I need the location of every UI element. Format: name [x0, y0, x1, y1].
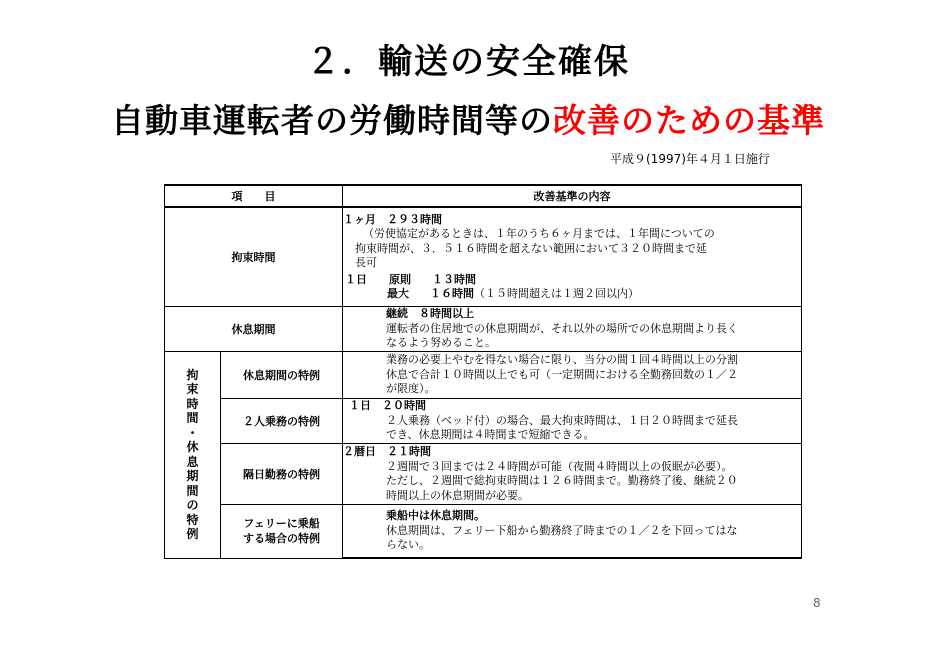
- group-label-char: 期: [186, 469, 199, 484]
- row-label-futari: ２人乗務の特例: [221, 399, 343, 444]
- ferry-label-line-1: フェリーに乗船: [243, 517, 320, 531]
- kyusoku-continuous: 継続 ８時間以上: [386, 307, 474, 321]
- group-label-tokurei: [165, 352, 221, 559]
- table-row: [165, 444, 802, 505]
- header-content: 改善基準の内容: [343, 185, 802, 207]
- group-label-char: 例: [186, 527, 199, 542]
- tokurei-line-2: 休息で合計１０時間以上でも可（一定期間における全勤務回数の１／２: [386, 367, 738, 381]
- standards-table: [164, 184, 802, 559]
- kakujitsu-line-2: ２週間で３回までは２４時間が可能（夜間４時間以上の仮眠が必要）。: [386, 459, 733, 473]
- row-content-kousoku: [343, 207, 802, 307]
- kousoku-month-limit: １ヶ月 ２９３時間: [343, 212, 442, 226]
- group-label-char: 時: [186, 396, 199, 411]
- ferry-line-3: らない。: [386, 538, 430, 552]
- ferry-line-1: 乗船中は休息期間。: [386, 509, 485, 523]
- subtitle-red: 改善のための基準: [553, 101, 825, 140]
- group-label-char: 息: [186, 454, 199, 469]
- kyusoku-note-2: なるよう努めること。: [386, 336, 496, 350]
- table-row: [165, 207, 802, 307]
- table-row: [165, 352, 802, 399]
- page-number: 8: [813, 596, 821, 610]
- kousoku-note-1: （労使協定があるときは、１年のうち６ヶ月までは、１年間についての: [363, 227, 715, 240]
- effective-date: 平成９(1997)年４月１日施行: [610, 152, 770, 166]
- page-subtitle: [0, 103, 936, 139]
- tokurei-line-1: 業務の必要上やむを得ない場合に限り、当分の間１回４時間以上の分割: [386, 353, 738, 367]
- row-content-kakujitsu: [343, 444, 802, 505]
- group-label-char: ・: [186, 425, 199, 440]
- kakujitsu-line-4: 時間以上の休息期間が必要。: [386, 488, 529, 502]
- group-label-char: 休: [186, 440, 199, 455]
- row-label-kousoku: 拘束時間: [165, 207, 343, 307]
- row-label-tokurei: 休息期間の特例: [221, 352, 343, 399]
- ferry-label-line-2: する場合の特例: [243, 532, 320, 546]
- row-content-ferry: [343, 505, 802, 559]
- row-content-tokurei: [343, 352, 802, 399]
- row-content-kyusoku: [343, 307, 802, 352]
- kousoku-day-max: 最大 １６時間（１５時間超えは１週２回以内）: [387, 287, 639, 300]
- group-label-char: 間: [186, 483, 199, 498]
- page-title: ２．輸送の安全確保: [306, 42, 630, 82]
- table-row: [165, 307, 802, 352]
- kakujitsu-line-1: ２暦日 ２１時間: [343, 445, 431, 458]
- kakujitsu-line-3: ただし、２週間で総拘束時間は１２６時間まで。勤務終了後、継続２０: [386, 474, 738, 487]
- row-label-ferry: [221, 505, 343, 559]
- group-label-char: 特: [186, 512, 199, 527]
- kousoku-note-2: 拘束時間が、３．５１６時間を超えない範囲において３２０時間まで延: [355, 241, 707, 255]
- group-label-char: 拘: [186, 367, 199, 382]
- futari-line-3: でき、休息期間は４時間まで短縮できる。: [386, 428, 595, 442]
- subtitle-black: 自動車運転者の労働時間等の: [111, 101, 553, 140]
- table-header-row: [165, 185, 802, 207]
- futari-line-1: １日 ２０時間: [349, 399, 426, 413]
- kyusoku-note-1: 運転者の住居地での休息期間が、それ以外の場所での休息期間より長く: [386, 321, 738, 335]
- ferry-line-2: 休息期間は、フェリー下船から勤務終了時までの１／２を下回ってはな: [386, 523, 738, 537]
- kousoku-note-3: 長可: [355, 256, 377, 269]
- row-label-kakujitsu: 隔日勤務の特例: [221, 444, 343, 505]
- kousoku-day-gensoku: １日 原則 １３時間: [345, 272, 476, 286]
- group-label-char: の: [186, 498, 199, 513]
- row-label-kyusoku: 休息期間: [165, 307, 343, 352]
- futari-line-2: ２人乗務（ベッド付）の場合、最大拘束時間は、１日２０時間まで延長: [386, 413, 738, 427]
- header-item: 項 目: [165, 185, 343, 207]
- tokurei-line-3: が限度）。: [386, 382, 436, 396]
- group-label-char: 間: [186, 411, 199, 426]
- table-row: [165, 399, 802, 444]
- table-row: [165, 505, 802, 559]
- row-content-futari: [343, 399, 802, 444]
- group-label-char: 束: [186, 382, 199, 397]
